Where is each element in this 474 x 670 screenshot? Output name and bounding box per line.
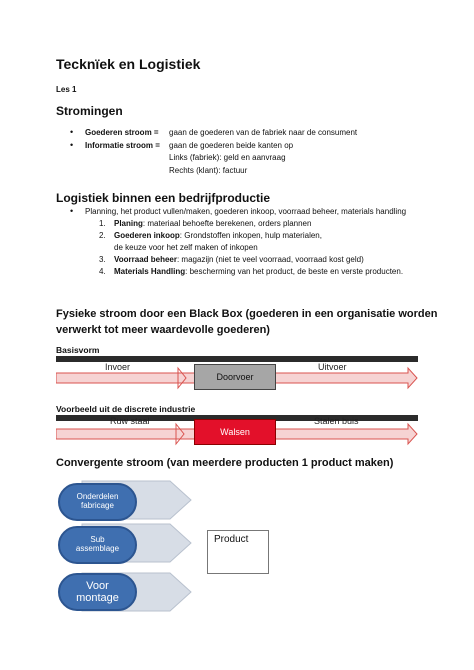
input-node-line2: fabricage [81, 501, 114, 510]
input-node-line2: assemblage [75, 544, 120, 553]
process-label: Walsen [220, 427, 250, 437]
list-item-desc: gaan de goederen van de fabriek naar de consument [169, 128, 358, 137]
list-item-term: Informatie stroom = [85, 141, 160, 150]
list-item [70, 140, 73, 150]
logistiek-bullet: Planning, het product vullen/maken, goederen inkoop, voorraad beheer, materials handling [85, 207, 407, 216]
list-item-continuation: de keuze voor het zelf maken of inkopen [114, 243, 258, 252]
item-desc: : magazijn (niet te veel voorraad, voorraad kost geld) [176, 255, 364, 264]
output-label: Stalen buis [314, 416, 359, 426]
input-node-line1: Onderdelen [76, 492, 119, 502]
item-number: 3. [99, 255, 106, 264]
list-item [99, 267, 106, 276]
output-label: Uitvoer [318, 362, 347, 372]
item-term: Voorraad beheer [114, 255, 177, 264]
list-item [99, 231, 106, 240]
process-label: Doorvoer [216, 372, 254, 382]
process-box [194, 419, 276, 445]
lesson-label: Les 1 [56, 85, 77, 94]
process-box [194, 364, 276, 390]
item-desc: : materiaal behoefte berekenen, orders plannen [142, 219, 312, 228]
blackbox-heading-line2: verwerkt tot meer waardevolle goederen) [56, 324, 270, 336]
list-item [99, 255, 106, 264]
item-number: 1. [99, 219, 106, 228]
input-node [58, 483, 137, 521]
item-number: 4. [99, 267, 106, 276]
input-node [58, 573, 137, 611]
input-node [58, 526, 137, 564]
sub-line: Rechts (klant): factuur [169, 166, 248, 175]
bullet-icon: • [70, 140, 74, 150]
sub-line: Links (fabriek): geld en aanvraag [169, 153, 286, 162]
item-term: Planing [114, 219, 143, 228]
item-desc: : Grondstoffen inkopen, hulp materialen, [179, 231, 322, 240]
blackbox-heading [56, 306, 437, 338]
convergent-heading: Convergente stroom (van meerdere producten 1 product maken) [56, 457, 394, 469]
list-item-desc: gaan de goederen beide kanten op [169, 141, 294, 150]
item-term: Materials Handling [114, 267, 186, 276]
list-item [114, 255, 364, 264]
list-item [70, 127, 73, 137]
page-title: Tecknïek en Logistiek [56, 56, 201, 72]
item-term: Goederen inkoop [114, 231, 180, 240]
list-item [99, 219, 106, 228]
logistiek-heading: Logistiek binnen een bedrijfproductie [56, 191, 271, 205]
blackbox-heading-line1: Fysieke stroom door een Black Box (goederen in een organisatie worden [56, 308, 438, 320]
bullet-icon: • [70, 127, 74, 137]
input-node-line1: Sub [90, 535, 105, 545]
list-item [114, 219, 311, 228]
input-node-line2: montage [76, 592, 119, 604]
input-label: Ruw staal [110, 416, 150, 426]
stromingen-heading: Stromingen [56, 104, 123, 118]
item-desc: : bescherming van het product, de beste en verste producten. [185, 267, 404, 276]
product-label: Product [214, 534, 249, 545]
item-number: 2. [99, 231, 106, 240]
list-item-term: Goederen stroom = [85, 128, 159, 137]
input-label: Invoer [105, 362, 131, 372]
basisvorm-label: Basisvorm [56, 345, 100, 355]
list-item [114, 267, 403, 276]
input-node-line1: Voor [86, 579, 109, 592]
product-box [207, 530, 269, 574]
voorbeeld-label: Voorbeeld uit de discrete industrie [56, 404, 196, 414]
bullet-icon: • [70, 206, 74, 216]
list-item [114, 231, 322, 240]
